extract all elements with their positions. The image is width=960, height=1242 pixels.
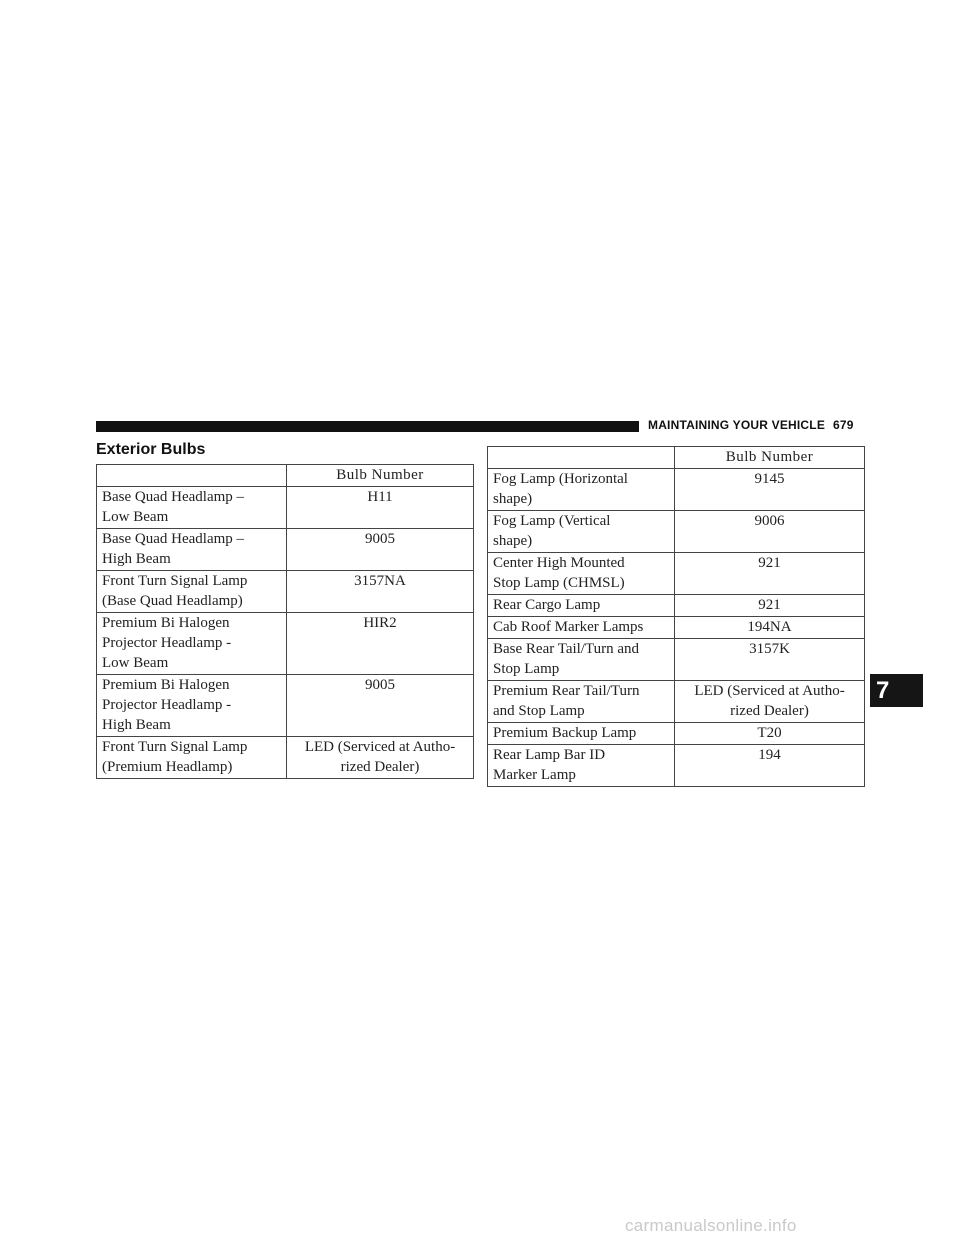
bulb-number-cell: 9005 <box>287 529 474 571</box>
lamp-name-cell: Rear Lamp Bar ID Marker Lamp <box>488 745 675 787</box>
header-section-title: MAINTAINING YOUR VEHICLE <box>648 418 826 432</box>
lamp-name-cell: Premium Rear Tail/Turn and Stop Lamp <box>488 681 675 723</box>
table-row <box>97 487 474 529</box>
table-row <box>97 737 474 779</box>
lamp-name-cell: Base Rear Tail/Turn and Stop Lamp <box>488 639 675 681</box>
lamp-name-cell: Base Quad Headlamp – High Beam <box>97 529 287 571</box>
table-row <box>488 511 865 553</box>
lamp-name-cell: Cab Roof Marker Lamps <box>488 617 675 639</box>
bulb-number-cell: H11 <box>287 487 474 529</box>
lamp-name-cell: Fog Lamp (Vertical shape) <box>488 511 675 553</box>
header-blank-cell <box>488 447 675 469</box>
bulb-table-left <box>96 464 474 779</box>
bulb-number-cell: 921 <box>675 595 865 617</box>
lamp-name-cell: Base Quad Headlamp – Low Beam <box>97 487 287 529</box>
table-row <box>488 595 865 617</box>
table-row <box>488 617 865 639</box>
bulb-number-cell: 9005 <box>287 675 474 737</box>
lamp-name-cell: Fog Lamp (Horizontal shape) <box>488 469 675 511</box>
running-header <box>648 418 854 432</box>
bulb-number-cell: 194NA <box>675 617 865 639</box>
table-row <box>97 613 474 675</box>
table-row <box>97 675 474 737</box>
table-header-row <box>488 447 865 469</box>
header-blank-cell <box>97 465 287 487</box>
table-row <box>488 553 865 595</box>
bulb-number-cell: 194 <box>675 745 865 787</box>
table-row <box>488 745 865 787</box>
section-title: Exterior Bulbs <box>96 441 206 458</box>
bulb-number-cell: LED (Serviced at Autho- rized Dealer) <box>675 681 865 723</box>
chapter-tab: 7 <box>870 674 923 707</box>
bulb-table-right <box>487 446 865 787</box>
bulb-number-cell: HIR2 <box>287 613 474 675</box>
header-bulb-number: Bulb Number <box>675 447 865 469</box>
lamp-name-cell: Premium Bi Halogen Projector Headlamp - High Beam <box>97 675 287 737</box>
lamp-name-cell: Center High Mounted Stop Lamp (CHMSL) <box>488 553 675 595</box>
bulb-number-cell: 3157NA <box>287 571 474 613</box>
table-row <box>488 723 865 745</box>
bulb-number-cell: 921 <box>675 553 865 595</box>
lamp-name-cell: Premium Bi Halogen Projector Headlamp - Low Beam <box>97 613 287 675</box>
bulb-number-cell: 3157K <box>675 639 865 681</box>
bulb-number-cell: LED (Serviced at Autho- rized Dealer) <box>287 737 474 779</box>
lamp-name-cell: Front Turn Signal Lamp (Premium Headlamp) <box>97 737 287 779</box>
lamp-name-cell: Premium Backup Lamp <box>488 723 675 745</box>
lamp-name-cell: Front Turn Signal Lamp (Base Quad Headlamp) <box>97 571 287 613</box>
table-row <box>488 639 865 681</box>
table-row <box>97 571 474 613</box>
bulb-number-cell: 9145 <box>675 469 865 511</box>
table-row <box>97 529 474 571</box>
lamp-name-cell: Rear Cargo Lamp <box>488 595 675 617</box>
table-header-row <box>97 465 474 487</box>
watermark: carmanualsonline.info <box>625 1216 797 1235</box>
bulb-number-cell: T20 <box>675 723 865 745</box>
table-row <box>488 469 865 511</box>
page-number: 679 <box>833 418 854 432</box>
bulb-number-cell: 9006 <box>675 511 865 553</box>
table-row <box>488 681 865 723</box>
header-rule <box>96 421 639 432</box>
header-bulb-number: Bulb Number <box>287 465 474 487</box>
